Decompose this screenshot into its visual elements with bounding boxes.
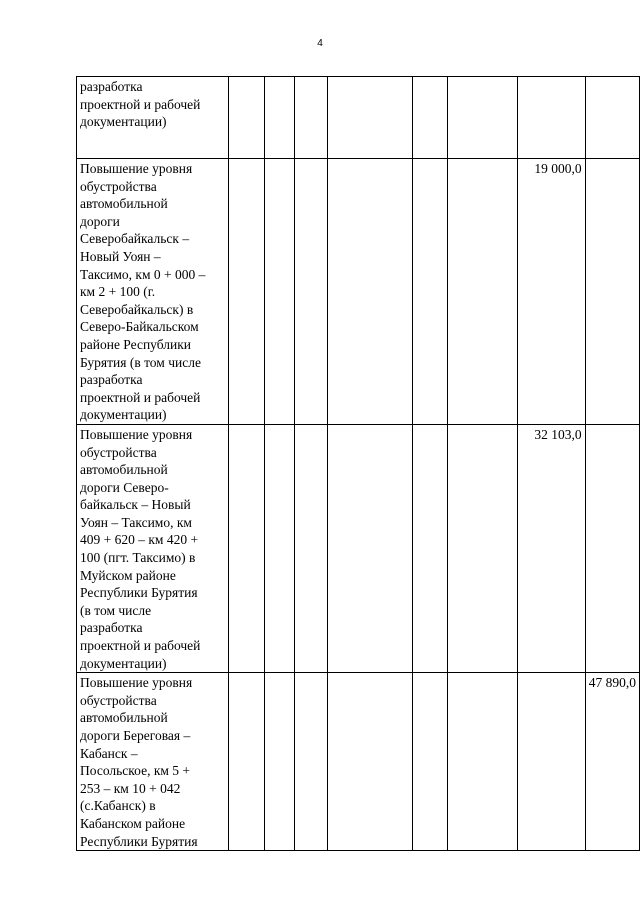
object-name-cell	[77, 673, 229, 851]
object-name-line: автомобильной	[80, 462, 168, 478]
object-name-line: Кабанском районе	[80, 815, 186, 831]
value-cell: 32 103,0	[518, 424, 586, 672]
table-body	[77, 77, 640, 851]
value-cell	[328, 159, 413, 425]
value-cell	[328, 424, 413, 672]
object-name-line: Повышение уровня	[80, 675, 193, 691]
value-cell	[229, 77, 265, 159]
object-name-line: обустройства	[80, 178, 157, 194]
value-cell	[585, 77, 639, 159]
value-cell	[413, 424, 447, 672]
object-name-line: км 2 + 100 (г.	[80, 284, 156, 300]
object-name-cell	[77, 424, 229, 672]
value-cell	[585, 424, 639, 672]
object-name-line: байкальск – Новый	[80, 497, 191, 513]
object-name-line: документации)	[80, 114, 167, 130]
object-name-line: Новый Уоян –	[80, 248, 161, 264]
value-cell	[413, 159, 447, 425]
value-cell: 47 890,0	[585, 673, 639, 851]
object-name-line: документации)	[80, 655, 167, 671]
object-name-line: Кабанск –	[80, 745, 138, 761]
object-name-line: районе Республики	[80, 336, 192, 352]
value-cell	[265, 673, 294, 851]
object-name-line: обустройства	[80, 692, 157, 708]
value-cell	[294, 77, 327, 159]
object-name-line: разработка	[80, 79, 143, 94]
value-cell	[328, 673, 413, 851]
value-cell	[294, 673, 327, 851]
value-cell	[518, 673, 586, 851]
object-name-line: проектной и рабочей	[80, 638, 201, 654]
object-name-line: Муйском районе	[80, 567, 176, 583]
object-name-line: Повышение уровня	[80, 161, 193, 176]
page-number: 4	[317, 38, 323, 49]
object-name-line: Уоян – Таксимо, км	[80, 514, 192, 530]
value-cell	[518, 77, 586, 159]
object-name-line: Республики Бурятия	[80, 833, 198, 849]
value-cell	[413, 673, 447, 851]
object-name-line: (с.Кабанск) в	[80, 798, 156, 814]
value-cell	[447, 673, 517, 851]
value-cell	[229, 673, 265, 851]
budget-table	[76, 76, 640, 851]
value-cell	[413, 77, 447, 159]
object-name-line: 409 + 620 – км 420 +	[80, 532, 199, 548]
object-name-line: разработка	[80, 372, 143, 388]
object-name-line: автомобильной	[80, 196, 168, 212]
object-name-line: дороги Береговая –	[80, 728, 191, 743]
value-cell	[585, 159, 639, 425]
object-name-line: Бурятия (в том числе	[80, 354, 201, 370]
value-cell: 19 000,0	[518, 159, 586, 425]
value-cell	[265, 424, 294, 672]
object-name-line: проектной и рабочей	[80, 389, 201, 405]
table-row	[77, 424, 640, 672]
object-name-line: Республики Бурятия	[80, 585, 198, 601]
object-name-line: 100 (пгт. Таксимо) в	[80, 550, 196, 566]
object-name-line: Северобайкальск) в	[80, 301, 194, 317]
value-cell	[447, 77, 517, 159]
object-name-line: автомобильной	[80, 710, 168, 726]
object-name-line: Посольское, км 5 +	[80, 763, 191, 779]
table-row	[77, 159, 640, 425]
value-cell	[265, 77, 294, 159]
object-name-line: (в том числе	[80, 602, 152, 618]
object-name-line: дороги Северо-	[80, 479, 169, 495]
object-name-line: Таксимо, км 0 + 000 –	[80, 266, 206, 282]
value-cell	[265, 159, 294, 425]
object-name-line: Северо-Байкальском	[80, 319, 199, 335]
table-row	[77, 77, 640, 159]
object-name-cell	[77, 77, 229, 159]
object-name-cell	[77, 159, 229, 425]
object-name-line: проектной и рабочей	[80, 96, 201, 112]
object-name-line: 253 – км 10 + 042	[80, 780, 181, 796]
value-cell	[447, 424, 517, 672]
object-name-line: разработка	[80, 620, 143, 636]
value-cell	[328, 77, 413, 159]
object-name-line: Повышение уровня	[80, 426, 193, 442]
value-cell	[294, 159, 327, 425]
table-row	[77, 673, 640, 851]
value-cell	[229, 159, 265, 425]
value-cell	[229, 424, 265, 672]
object-name-line: документации)	[80, 407, 167, 423]
object-name-line: дороги	[80, 213, 120, 229]
object-name-line: Северобайкальск –	[80, 231, 190, 247]
value-cell	[447, 159, 517, 425]
value-cell	[294, 424, 327, 672]
object-name-line: обустройства	[80, 444, 157, 460]
